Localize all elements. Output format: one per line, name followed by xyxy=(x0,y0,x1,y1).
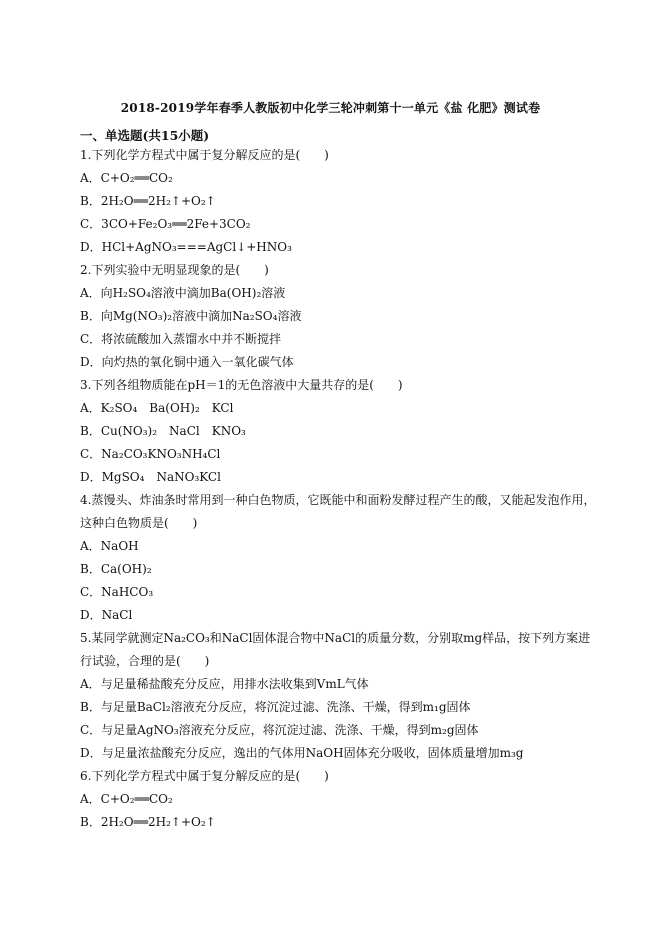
q1-option-b: B．2H₂O══2H₂↑+O₂↑ xyxy=(80,194,216,208)
q2-option-a: A．向H₂SO₄溶液中滴加Ba(OH)₂溶液 xyxy=(80,286,286,300)
question-4: 4.蒸馒头、炸油条时常用到一种白色物质，它既能中和面粉发酵过程产生的酸，又能起发泡作用， xyxy=(80,493,596,507)
q1-option-a: A．C+O₂══CO₂ xyxy=(80,171,173,185)
question-3: 3.下列各组物质能在pH＝1的无色溶液中大量共存的是( ) xyxy=(80,378,403,392)
question-2: 2.下列实验中无明显现象的是( ) xyxy=(80,263,269,277)
q2-option-c: C．将浓硫酸加入蒸馏水中并不断搅拌 xyxy=(80,332,282,346)
q4-option-b: B．Ca(OH)₂ xyxy=(80,562,152,576)
page-title: 2018-2019学年春季人教版初中化学三轮冲刺第十一单元《盐 化肥》测试卷 xyxy=(120,101,541,115)
question-4-cont: 这种白色物质是( ) xyxy=(80,516,198,530)
q1-option-c: C．3CO+Fe₂O₃══2Fe+3CO₂ xyxy=(80,217,251,231)
q3-option-a: A．K₂SO₄ Ba(OH)₂ KCl xyxy=(80,401,234,415)
q4-option-d: D．NaCl xyxy=(80,608,133,622)
question-6: 6.下列化学方程式中属于复分解反应的是( ) xyxy=(80,769,329,783)
q3-option-d: D．MgSO₄ NaNO₃KCl xyxy=(80,470,221,484)
q2-option-d: D．向灼热的氧化铜中通入一氧化碳气体 xyxy=(80,355,294,369)
q5-option-c: C．与足量AgNO₃溶液充分反应，将沉淀过滤、洗涤、干燥，得到m₂g固体 xyxy=(80,723,479,737)
q3-option-b: B．Cu(NO₃)₂ NaCl KNO₃ xyxy=(80,424,246,438)
q4-option-a: A．NaOH xyxy=(80,539,139,553)
q1-option-d: D．HCl+AgNO₃===AgCl↓+HNO₃ xyxy=(80,240,292,254)
q6-option-a: A．C+O₂══CO₂ xyxy=(80,792,173,806)
question-5-cont: 行试验，合理的是( ) xyxy=(80,654,210,668)
q6-option-b: B．2H₂O══2H₂↑+O₂↑ xyxy=(80,815,216,829)
question-1: 1.下列化学方程式中属于复分解反应的是( ) xyxy=(80,148,329,162)
q3-option-c: C．Na₂CO₃KNO₃NH₄Cl xyxy=(80,447,221,461)
q4-option-c: C．NaHCO₃ xyxy=(80,585,154,599)
q5-option-b: B．与足量BaCl₂溶液充分反应，将沉淀过滤、洗涤、干燥，得到m₁g固体 xyxy=(80,700,471,714)
q5-option-d: D．与足量浓盐酸充分反应，逸出的气体用NaOH固体充分吸收，固体质量增加m₃g xyxy=(80,746,524,760)
question-5: 5.某同学就测定Na₂CO₃和NaCl固体混合物中NaCl的质量分数，分别取mg样品，按下列方案进 xyxy=(80,631,591,645)
q2-option-b: B．向Mg(NO₃)₂溶液中滴加Na₂SO₄溶液 xyxy=(80,309,302,323)
q5-option-a: A．与足量稀盐酸充分反应，用排水法收集到VmL气体 xyxy=(80,677,369,691)
section-heading: 一、单选题(共15小题) xyxy=(80,128,210,143)
